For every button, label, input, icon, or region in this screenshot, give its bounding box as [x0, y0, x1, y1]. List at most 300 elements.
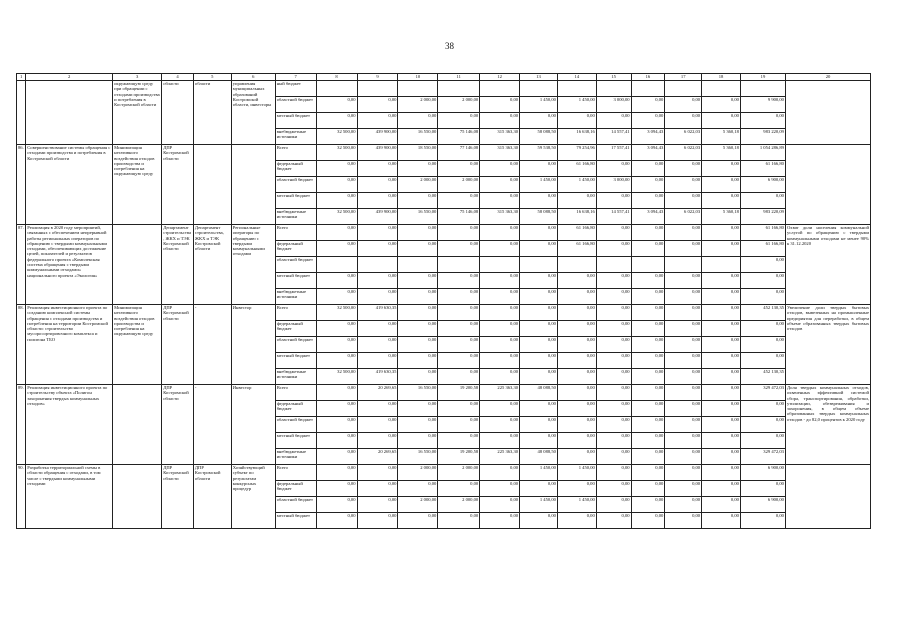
amount-cell: 2 000,00 — [398, 497, 438, 513]
amount-cell: 0,00 — [398, 433, 438, 449]
amount-cell — [596, 257, 631, 273]
amount-cell: 0,00 — [316, 353, 357, 369]
amount-cell: 0,00 — [596, 337, 631, 353]
amount-cell: 0,00 — [631, 497, 665, 513]
amount-cell: 0,00 — [398, 337, 438, 353]
amount-cell: 0,00 — [631, 401, 665, 417]
co-executor-cell — [193, 145, 231, 225]
funding-source-cell: федеральный бюджет — [275, 321, 316, 337]
amount-cell: 2 000,00 — [438, 497, 480, 513]
amount-cell: 61 166,80 — [740, 241, 785, 257]
amount-cell: 0,00 — [520, 353, 558, 369]
amount-cell: 0,00 — [316, 497, 357, 513]
executor-cell: области — [162, 81, 194, 145]
event-name-cell: Реализация инвестиционного проекта по строительству объекта «Полигон захоронения твердых коммунальных отходов» — [26, 385, 113, 465]
amount-cell — [438, 257, 480, 273]
amount-cell: 0,00 — [438, 273, 480, 289]
amount-cell: 1 450,00 — [557, 97, 596, 113]
row-number-cell: 90. — [17, 465, 26, 529]
amount-cell: 16 550,00 — [398, 385, 438, 401]
amount-cell: 0,00 — [557, 417, 596, 433]
amount-cell: 0,00 — [665, 305, 702, 321]
amount-cell: 0,00 — [631, 385, 665, 401]
amount-cell: 0,00 — [631, 273, 665, 289]
amount-cell: 0,00 — [438, 289, 480, 305]
amount-cell: 419 630,35 — [357, 305, 398, 321]
amount-cell: 0,00 — [702, 401, 741, 417]
amount-cell: 20 269,65 — [357, 449, 398, 465]
amount-cell: 0,00 — [665, 513, 702, 529]
amount-cell: 3 000,00 — [596, 97, 631, 113]
amount-cell: 0,00 — [480, 417, 520, 433]
amount-cell: 0,00 — [596, 449, 631, 465]
amount-cell: 439 900,00 — [357, 145, 398, 161]
amount-cell: 77 146,08 — [438, 145, 480, 161]
amount-cell — [631, 257, 665, 273]
amount-cell — [631, 81, 665, 97]
amount-cell: 14 557,41 — [596, 129, 631, 145]
amount-cell: 0,00 — [357, 513, 398, 529]
amount-cell: 14 557,41 — [596, 209, 631, 225]
amount-cell: 0,00 — [520, 305, 558, 321]
amount-cell: 0,00 — [316, 449, 357, 465]
column-number-cell: 9 — [357, 74, 398, 81]
amount-cell: 75 146,08 — [438, 129, 480, 145]
column-number-cell: 19 — [740, 74, 785, 81]
amount-cell: 0,00 — [357, 161, 398, 177]
amount-cell: 315 363,30 — [480, 129, 520, 145]
amount-cell: 983 220,09 — [740, 209, 785, 225]
amount-cell: 0,00 — [665, 401, 702, 417]
co-executor-cell: Департамент строительства, ЖКХ и ТЭК Костромской области — [193, 225, 231, 305]
amount-cell: 6 900,00 — [740, 177, 785, 193]
amount-cell: 6 022,03 — [665, 209, 702, 225]
amount-cell: 0,00 — [357, 497, 398, 513]
column-number-cell: 11 — [438, 74, 480, 81]
amount-cell: 0,00 — [316, 177, 357, 193]
expected-result-cell: Доля твердых коммунальных отходов, охваченных эффективной системой сбора, транспортирования, обработки, утилизации, обезвреживания и захоронения, в общем объеме образованных твердых коммунальных отходов - до 82,0 процентов к 2020 году — [785, 385, 870, 465]
amount-cell: 0,00 — [665, 113, 702, 129]
expected-result-cell — [785, 81, 870, 145]
amount-cell: 0,00 — [480, 513, 520, 529]
amount-cell: 0,00 — [740, 273, 785, 289]
amount-cell: 0,00 — [557, 113, 596, 129]
amount-cell: 0,00 — [316, 433, 357, 449]
amount-cell: 3 000,00 — [596, 177, 631, 193]
executor-cell: ДПР Костромской области — [162, 465, 194, 529]
amount-cell: 0,00 — [357, 97, 398, 113]
amount-cell: 0,00 — [596, 385, 631, 401]
amount-cell: 32 500,00 — [316, 305, 357, 321]
amount-cell: 59 538,50 — [520, 145, 558, 161]
funding-source-cell: местный бюджет — [275, 433, 316, 449]
amount-cell: 0,00 — [480, 97, 520, 113]
amount-cell: 0,00 — [557, 353, 596, 369]
amount-cell: 0,00 — [480, 353, 520, 369]
amount-cell: 0,00 — [631, 481, 665, 497]
amount-cell: 0,00 — [631, 417, 665, 433]
task-cell — [113, 225, 162, 305]
amount-cell: 79 254,96 — [557, 145, 596, 161]
amount-cell: 0,00 — [398, 353, 438, 369]
amount-cell: 0,00 — [316, 337, 357, 353]
amount-cell: 0,00 — [398, 161, 438, 177]
funding-source-cell: федеральный бюджет — [275, 481, 316, 497]
amount-cell — [665, 81, 702, 97]
event-name-cell — [26, 81, 113, 145]
amount-cell: 0,00 — [702, 369, 741, 385]
amount-cell: 0,00 — [557, 305, 596, 321]
amount-cell: 0,00 — [631, 433, 665, 449]
funding-source-cell: местный бюджет — [275, 193, 316, 209]
amount-cell: 0,00 — [480, 497, 520, 513]
column-number-cell: 4 — [162, 74, 194, 81]
amount-cell: 0,00 — [520, 433, 558, 449]
budget-table-body — [17, 74, 871, 529]
funding-source-cell: Всего — [275, 465, 316, 481]
amount-cell: 0,00 — [740, 417, 785, 433]
budget-table-sheet — [16, 73, 883, 633]
amount-cell: 19 200,58 — [438, 449, 480, 465]
amount-cell: 0,00 — [702, 385, 741, 401]
amount-cell: 0,00 — [665, 289, 702, 305]
co-executor-cell: - — [193, 305, 231, 385]
amount-cell: 0,00 — [665, 321, 702, 337]
amount-cell: 0,00 — [665, 225, 702, 241]
amount-cell: 0,00 — [438, 321, 480, 337]
amount-cell: 0,00 — [398, 513, 438, 529]
amount-cell: 2 000,00 — [438, 177, 480, 193]
amount-cell: 1 450,00 — [557, 465, 596, 481]
amount-cell: 0,00 — [631, 177, 665, 193]
amount-cell: 32 500,00 — [316, 369, 357, 385]
amount-cell: 0,00 — [398, 369, 438, 385]
table-row — [17, 145, 871, 161]
amount-cell: 0,00 — [357, 401, 398, 417]
amount-cell: 0,00 — [702, 481, 741, 497]
amount-cell: 0,00 — [596, 305, 631, 321]
amount-cell: 0,00 — [665, 337, 702, 353]
amount-cell: 439 900,00 — [357, 129, 398, 145]
amount-cell: 0,00 — [631, 97, 665, 113]
amount-cell: 0,00 — [316, 513, 357, 529]
amount-cell: 0,00 — [520, 161, 558, 177]
amount-cell: 0,00 — [596, 193, 631, 209]
amount-cell: 0,00 — [665, 497, 702, 513]
amount-cell: 0,00 — [520, 337, 558, 353]
amount-cell: 58 088,50 — [520, 209, 558, 225]
expected-result-cell — [785, 465, 870, 529]
amount-cell: 0,00 — [740, 353, 785, 369]
partner-cell: управления муниципальных образований Костромской области, инвесторы — [231, 81, 275, 145]
co-executor-cell: - — [193, 385, 231, 465]
amount-cell — [316, 257, 357, 273]
amount-cell: 0,00 — [557, 289, 596, 305]
amount-cell: 0,00 — [316, 113, 357, 129]
row-number-cell: 89. — [17, 385, 26, 465]
amount-cell: 0,00 — [398, 305, 438, 321]
column-number-cell: 17 — [665, 74, 702, 81]
amount-cell: 983 220,09 — [740, 129, 785, 145]
amount-cell: 0,00 — [596, 481, 631, 497]
column-number-cell: 1 — [17, 74, 26, 81]
funding-source-cell: Всего — [275, 385, 316, 401]
amount-cell: 0,00 — [596, 401, 631, 417]
amount-cell: 0,00 — [631, 161, 665, 177]
amount-cell: 0,00 — [357, 353, 398, 369]
amount-cell: 0,00 — [520, 369, 558, 385]
amount-cell: 0,00 — [316, 465, 357, 481]
amount-cell — [557, 81, 596, 97]
amount-cell: 0,00 — [520, 401, 558, 417]
partner-cell: Хозяйствующий субъект по результатам конкурсных процедур — [231, 465, 275, 529]
amount-cell: 315 363,30 — [480, 145, 520, 161]
amount-cell: 61 166,80 — [740, 161, 785, 177]
amount-cell: 0,00 — [520, 321, 558, 337]
amount-cell: 439 900,00 — [357, 209, 398, 225]
amount-cell — [520, 257, 558, 273]
funding-source-cell: внебюджетные источники — [275, 209, 316, 225]
amount-cell: 0,00 — [740, 257, 785, 273]
amount-cell — [316, 81, 357, 97]
amount-cell: 0,00 — [596, 273, 631, 289]
amount-cell: 0,00 — [702, 161, 741, 177]
amount-cell: 0,00 — [596, 497, 631, 513]
column-number-cell: 10 — [398, 74, 438, 81]
partner-cell — [231, 145, 275, 225]
amount-cell: 0,00 — [357, 177, 398, 193]
amount-cell: 0,00 — [438, 337, 480, 353]
amount-cell: 16 550,00 — [398, 449, 438, 465]
column-number-row — [17, 74, 871, 81]
funding-source-cell: местный бюджет — [275, 513, 316, 529]
amount-cell: 61 166,80 — [740, 225, 785, 241]
amount-cell: 0,00 — [631, 353, 665, 369]
amount-cell: 0,00 — [665, 241, 702, 257]
amount-cell: 0,00 — [316, 417, 357, 433]
amount-cell: 0,00 — [596, 417, 631, 433]
amount-cell: 0,00 — [702, 321, 741, 337]
amount-cell: 9 900,00 — [740, 97, 785, 113]
amount-cell — [398, 257, 438, 273]
amount-cell: 419 630,35 — [357, 369, 398, 385]
amount-cell: 0,00 — [665, 433, 702, 449]
expected-result-cell — [785, 145, 870, 225]
column-number-cell: 7 — [275, 74, 316, 81]
funding-source-cell: областной бюджет — [275, 257, 316, 273]
amount-cell — [665, 257, 702, 273]
amount-cell: 0,00 — [520, 513, 558, 529]
funding-source-cell: Всего — [275, 305, 316, 321]
amount-cell: 0,00 — [740, 401, 785, 417]
amount-cell: 0,00 — [557, 321, 596, 337]
amount-cell: 0,00 — [631, 113, 665, 129]
amount-cell: 0,00 — [557, 513, 596, 529]
task-cell: Минимизация негативного воздействия отходов производства и потребления на окружающую среду — [113, 305, 162, 385]
amount-cell: 6 900,00 — [740, 465, 785, 481]
amount-cell: 0,00 — [520, 481, 558, 497]
amount-cell: 0,00 — [357, 113, 398, 129]
amount-cell — [557, 257, 596, 273]
amount-cell: 0,00 — [631, 465, 665, 481]
amount-cell: 0,00 — [480, 433, 520, 449]
amount-cell: 0,00 — [596, 225, 631, 241]
amount-cell: 329 472,03 — [740, 449, 785, 465]
amount-cell — [480, 257, 520, 273]
amount-cell: 0,00 — [702, 273, 741, 289]
amount-cell: 0,00 — [480, 113, 520, 129]
amount-cell: 2 000,00 — [438, 97, 480, 113]
amount-cell: 0,00 — [740, 113, 785, 129]
amount-cell: 0,00 — [398, 241, 438, 257]
amount-cell: 6 900,00 — [740, 497, 785, 513]
amount-cell: 452 130,35 — [740, 305, 785, 321]
amount-cell: 0,00 — [596, 113, 631, 129]
amount-cell: 0,00 — [398, 417, 438, 433]
amount-cell: 0,00 — [438, 481, 480, 497]
table-row — [17, 305, 871, 321]
partner-cell: Инвестор — [231, 305, 275, 385]
amount-cell: 0,00 — [316, 481, 357, 497]
amount-cell: 0,00 — [438, 225, 480, 241]
amount-cell: 0,00 — [631, 241, 665, 257]
amount-cell: 0,00 — [631, 513, 665, 529]
amount-cell: 0,00 — [702, 97, 741, 113]
amount-cell: 0,00 — [316, 225, 357, 241]
amount-cell: 0,00 — [631, 225, 665, 241]
amount-cell: 0,00 — [702, 305, 741, 321]
column-number-cell: 18 — [702, 74, 741, 81]
amount-cell: 0,00 — [438, 161, 480, 177]
amount-cell — [357, 257, 398, 273]
amount-cell: 32 500,00 — [316, 209, 357, 225]
amount-cell: 0,00 — [740, 321, 785, 337]
column-number-cell: 8 — [316, 74, 357, 81]
amount-cell: 0,00 — [357, 337, 398, 353]
amount-cell — [596, 81, 631, 97]
amount-cell: 1 054 286,89 — [740, 145, 785, 161]
amount-cell: 0,00 — [702, 513, 741, 529]
amount-cell: 0,00 — [557, 385, 596, 401]
amount-cell: 0,00 — [316, 161, 357, 177]
amount-cell: 0,00 — [631, 289, 665, 305]
executor-cell: Департамент строительства, ЖКХ и ТЭК Костромской области — [162, 225, 194, 305]
amount-cell: 0,00 — [398, 481, 438, 497]
partner-cell: Инвестор — [231, 385, 275, 465]
funding-source-cell: областной бюджет — [275, 97, 316, 113]
amount-cell: 0,00 — [557, 481, 596, 497]
amount-cell: 3 094,43 — [631, 145, 665, 161]
funding-source-cell: областной бюджет — [275, 497, 316, 513]
amount-cell: 0,00 — [665, 481, 702, 497]
amount-cell: 5 360,18 — [702, 145, 741, 161]
amount-cell: 0,00 — [631, 305, 665, 321]
column-number-cell: 12 — [480, 74, 520, 81]
amount-cell: 0,00 — [557, 337, 596, 353]
amount-cell — [438, 81, 480, 97]
amount-cell: 0,00 — [596, 289, 631, 305]
amount-cell: 0,00 — [438, 193, 480, 209]
amount-cell: 0,00 — [357, 417, 398, 433]
co-executor-cell: области — [193, 81, 231, 145]
amount-cell: 0,00 — [438, 113, 480, 129]
funding-source-cell: федеральный бюджет — [275, 241, 316, 257]
amount-cell: 0,00 — [316, 385, 357, 401]
row-number-cell: 86. — [17, 145, 26, 225]
amount-cell: 315 363,30 — [480, 209, 520, 225]
amount-cell: 0,00 — [520, 241, 558, 257]
amount-cell: 0,00 — [596, 321, 631, 337]
amount-cell: 0,00 — [702, 241, 741, 257]
amount-cell: 61 166,80 — [557, 225, 596, 241]
funding-source-cell: Всего — [275, 225, 316, 241]
amount-cell: 0,00 — [557, 433, 596, 449]
budget-table — [16, 73, 871, 529]
amount-cell: 0,00 — [631, 337, 665, 353]
funding-source-cell: местный бюджет — [275, 113, 316, 129]
amount-cell: 0,00 — [596, 161, 631, 177]
amount-cell: 0,00 — [357, 433, 398, 449]
amount-cell: 0,00 — [631, 369, 665, 385]
amount-cell — [398, 81, 438, 97]
event-name-cell: Реализация инвестиционного проекта по созданию комплексной системы обращения с отходами производства и потребления на территории Костромской области: строительство мусоросортировочного комплекса и полигона ТБО — [26, 305, 113, 385]
amount-cell: 0,00 — [596, 241, 631, 257]
amount-cell: 0,00 — [520, 193, 558, 209]
amount-cell: 0,00 — [316, 241, 357, 257]
amount-cell: 0,00 — [480, 177, 520, 193]
amount-cell: 1 450,00 — [520, 97, 558, 113]
amount-cell: 0,00 — [480, 225, 520, 241]
amount-cell: 0,00 — [480, 401, 520, 417]
funding-source-cell: ный бюджет — [275, 81, 316, 97]
amount-cell: 0,00 — [631, 449, 665, 465]
amount-cell: 0,00 — [665, 385, 702, 401]
amount-cell: 225 363,30 — [480, 385, 520, 401]
amount-cell: 2 000,00 — [438, 465, 480, 481]
amount-cell: 0,00 — [740, 481, 785, 497]
amount-cell: 0,00 — [398, 401, 438, 417]
funding-source-cell: внебюджетные источники — [275, 129, 316, 145]
amount-cell: 6 022,03 — [665, 129, 702, 145]
amount-cell: 1 450,00 — [520, 497, 558, 513]
amount-cell: 0,00 — [398, 273, 438, 289]
amount-cell: 19 200,58 — [438, 385, 480, 401]
amount-cell: 0,00 — [357, 273, 398, 289]
amount-cell: 2 000,00 — [398, 465, 438, 481]
column-number-cell: 13 — [520, 74, 558, 81]
amount-cell: 1 450,00 — [557, 177, 596, 193]
amount-cell: 0,00 — [520, 417, 558, 433]
executor-cell: ДПР Костромской области — [162, 305, 194, 385]
amount-cell: 0,00 — [480, 193, 520, 209]
task-cell — [113, 385, 162, 465]
table-row — [17, 465, 871, 481]
amount-cell: 48 088,50 — [520, 449, 558, 465]
amount-cell: 0,00 — [357, 465, 398, 481]
amount-cell: 16 638,16 — [557, 209, 596, 225]
amount-cell: 16 550,00 — [398, 209, 438, 225]
amount-cell: 18 550,00 — [398, 145, 438, 161]
amount-cell: 0,00 — [520, 113, 558, 129]
row-number-cell: 88. — [17, 305, 26, 385]
funding-source-cell: местный бюджет — [275, 273, 316, 289]
amount-cell: 0,00 — [480, 161, 520, 177]
funding-source-cell: внебюджетные источники — [275, 289, 316, 305]
amount-cell: 0,00 — [316, 193, 357, 209]
amount-cell: 0,00 — [438, 305, 480, 321]
amount-cell: 452 130,35 — [740, 369, 785, 385]
task-cell — [113, 465, 162, 529]
